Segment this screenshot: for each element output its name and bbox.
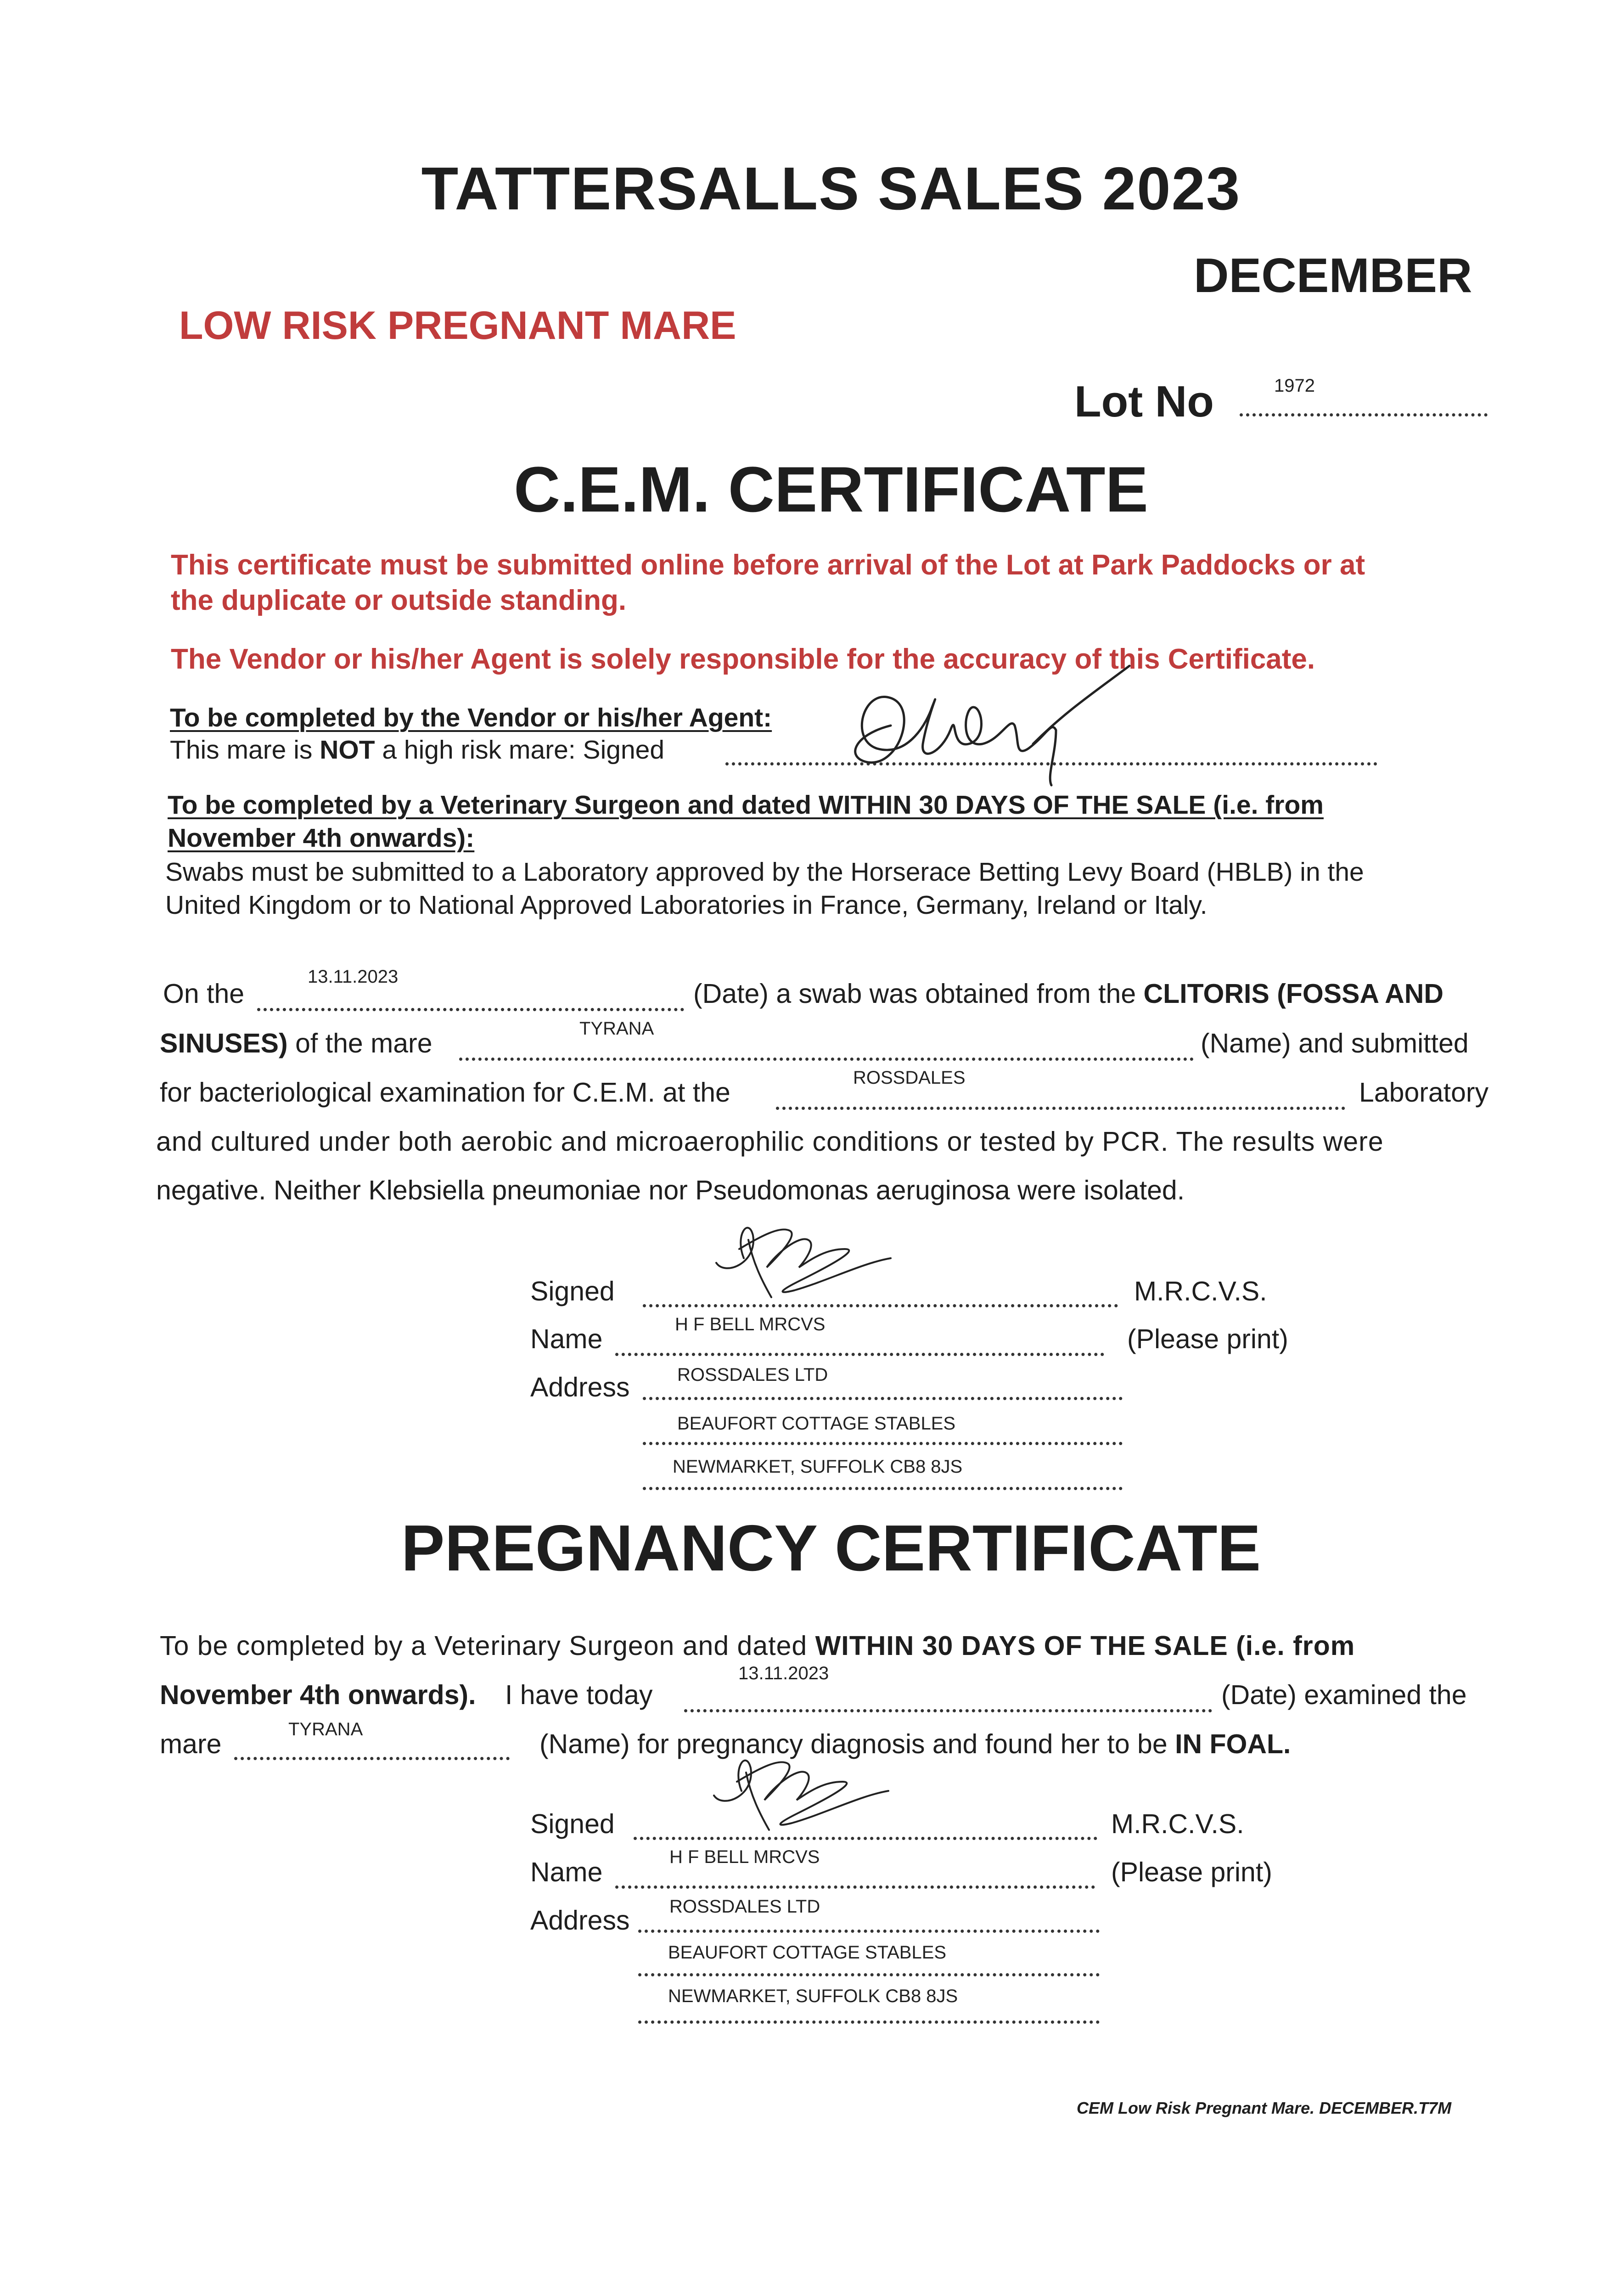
preg-signed-dots (634, 1837, 1097, 1840)
vet-heading-2: November 4th onwards): (168, 823, 475, 853)
laboratory-text: Laboratory (1359, 1077, 1489, 1108)
cem-name-label: Name (530, 1324, 603, 1354)
cem-mare-dots (459, 1058, 1194, 1061)
cem-lab-dots (776, 1107, 1345, 1110)
lot-number-label: Lot No (1074, 377, 1214, 426)
footer-form-code: CEM Low Risk Pregnant Mare. DECEMBER.T7M (1077, 2099, 1452, 2117)
preg-address-label: Address (530, 1905, 630, 1936)
vendor-signature (836, 638, 1157, 790)
cem-mare-value: TYRANA (579, 1019, 654, 1039)
sinuses-line (160, 1028, 432, 1059)
preg-line-1 (160, 1630, 1355, 1661)
sale-month: DECEMBER (1194, 248, 1472, 303)
vendor-text-not: NOT (320, 735, 375, 765)
preg-date-value: 13.11.2023 (738, 1663, 829, 1683)
lot-number-dots (1240, 413, 1488, 416)
preg-line-1b: WITHIN 30 DAYS OF THE SALE (i.e. from (815, 1631, 1355, 1661)
of-mare-text: of the mare (295, 1028, 432, 1058)
cem-name-dots (615, 1353, 1104, 1356)
mare-category: LOW RISK PREGNANT MARE (179, 304, 736, 348)
cem-lab-value: ROSSDALES (853, 1068, 966, 1088)
cem-notice-3: The Vendor or his/her Agent is solely responsible for the accuracy of this Certificate. (171, 643, 1315, 675)
cem-address-label: Address (530, 1372, 630, 1402)
cem-address-dots-1 (643, 1397, 1123, 1400)
page-title: TATTERSALLS SALES 2023 (421, 155, 1241, 222)
swab-text-2: United Kingdom or to National Approved Laboratories in France, Germany, Ireland or Italy. (165, 890, 1207, 920)
vendor-heading: To be completed by the Vendor or his/her Agent: (170, 703, 772, 732)
cem-signed-dots (643, 1304, 1118, 1307)
name-submitted-text: (Name) and submitted (1201, 1028, 1469, 1058)
cem-address-dots-2 (643, 1442, 1123, 1445)
cem-address-dots-3 (643, 1487, 1123, 1490)
preg-name-value: H F BELL MRCVS (669, 1847, 820, 1867)
preg-line-2a: November 4th onwards). (160, 1680, 476, 1710)
cultured-text: and cultured under both aerobic and microaerophilic conditions or tested by PCR. The results were (156, 1126, 1384, 1157)
preg-mare-dots (234, 1757, 510, 1760)
cem-notice-1: This certificate must be submitted online before arrival of the Lot at Park Paddocks or at (171, 549, 1365, 581)
sinuses-text: SINUSES) (160, 1028, 288, 1058)
date-after-text: (Date) a swab was obtained from the (693, 979, 1136, 1009)
preg-line-1a: To be completed by a Veterinary Surgeon and dated (160, 1631, 808, 1661)
vendor-text-post: a high risk mare: Signed (375, 735, 665, 765)
preg-please-print: (Please print) (1111, 1857, 1272, 1887)
preg-date-dots (684, 1709, 1212, 1712)
preg-address-dots-1 (638, 1930, 1100, 1933)
clitoris-text: CLITORIS (FOSSA AND (1143, 979, 1443, 1009)
preg-name-dots (615, 1885, 1095, 1889)
preg-line-3 (539, 1728, 1291, 1760)
preg-mare-label: mare (160, 1729, 222, 1759)
cem-title: C.E.M. CERTIFICATE (514, 453, 1148, 525)
cem-address-2: BEAUFORT COTTAGE STABLES (677, 1413, 956, 1434)
cem-address-3: NEWMARKET, SUFFOLK CB8 8JS (673, 1457, 963, 1477)
cem-date-value: 13.11.2023 (308, 967, 399, 987)
vendor-statement (170, 735, 664, 765)
cem-please-print: (Please print) (1127, 1324, 1288, 1354)
preg-line-3a: (Name) for pregnancy diagnosis and found her to be (539, 1729, 1168, 1759)
preg-mrcvs: M.R.C.V.S. (1111, 1809, 1244, 1839)
cem-signed-label: Signed (530, 1276, 615, 1306)
preg-line-2b: I have today (505, 1680, 653, 1710)
cem-address-1: ROSSDALES LTD (677, 1365, 828, 1385)
preg-address-dots-2 (638, 1973, 1100, 1976)
preg-signed-label: Signed (530, 1809, 615, 1839)
cem-date-after (693, 978, 1443, 1009)
swab-text-1: Swabs must be submitted to a Laboratory approved by the Horserace Betting Levy Board (HBLB) in the (165, 857, 1364, 887)
preg-address-2: BEAUFORT COTTAGE STABLES (668, 1942, 947, 1963)
preg-mare-value: TYRANA (288, 1719, 363, 1739)
lot-number-value: 1972 (1274, 376, 1315, 396)
cem-name-value: H F BELL MRCVS (675, 1314, 826, 1334)
preg-address-dots-3 (638, 2020, 1100, 2024)
cem-notice-2: the duplicate or outside standing. (171, 585, 627, 616)
for-bact-text: for bacteriological examination for C.E.M. at the (160, 1077, 730, 1108)
vendor-text-pre: This mare is (170, 735, 320, 765)
preg-address-3: NEWMARKET, SUFFOLK CB8 8JS (668, 1986, 958, 2006)
preg-address-1: ROSSDALES LTD (669, 1896, 820, 1917)
cem-date-dots (257, 1008, 684, 1011)
cem-vet-signature (707, 1208, 900, 1300)
vet-heading-1: To be completed by a Veterinary Surgeon and dated WITHIN 30 DAYS OF THE SALE (i.e. from (168, 790, 1324, 820)
preg-vet-signature (705, 1740, 898, 1832)
in-foal-text: IN FOAL. (1175, 1729, 1291, 1759)
preg-name-label: Name (530, 1857, 603, 1887)
pregnancy-title: PREGNANCY CERTIFICATE (401, 1512, 1261, 1585)
negative-text: negative. Neither Klebsiella pneumoniae nor Pseudomonas aeruginosa were isolated. (156, 1175, 1185, 1205)
cem-mrcvs: M.R.C.V.S. (1134, 1276, 1267, 1306)
on-the-label: On the (163, 979, 245, 1009)
preg-line-2c: (Date) examined the (1221, 1680, 1467, 1710)
